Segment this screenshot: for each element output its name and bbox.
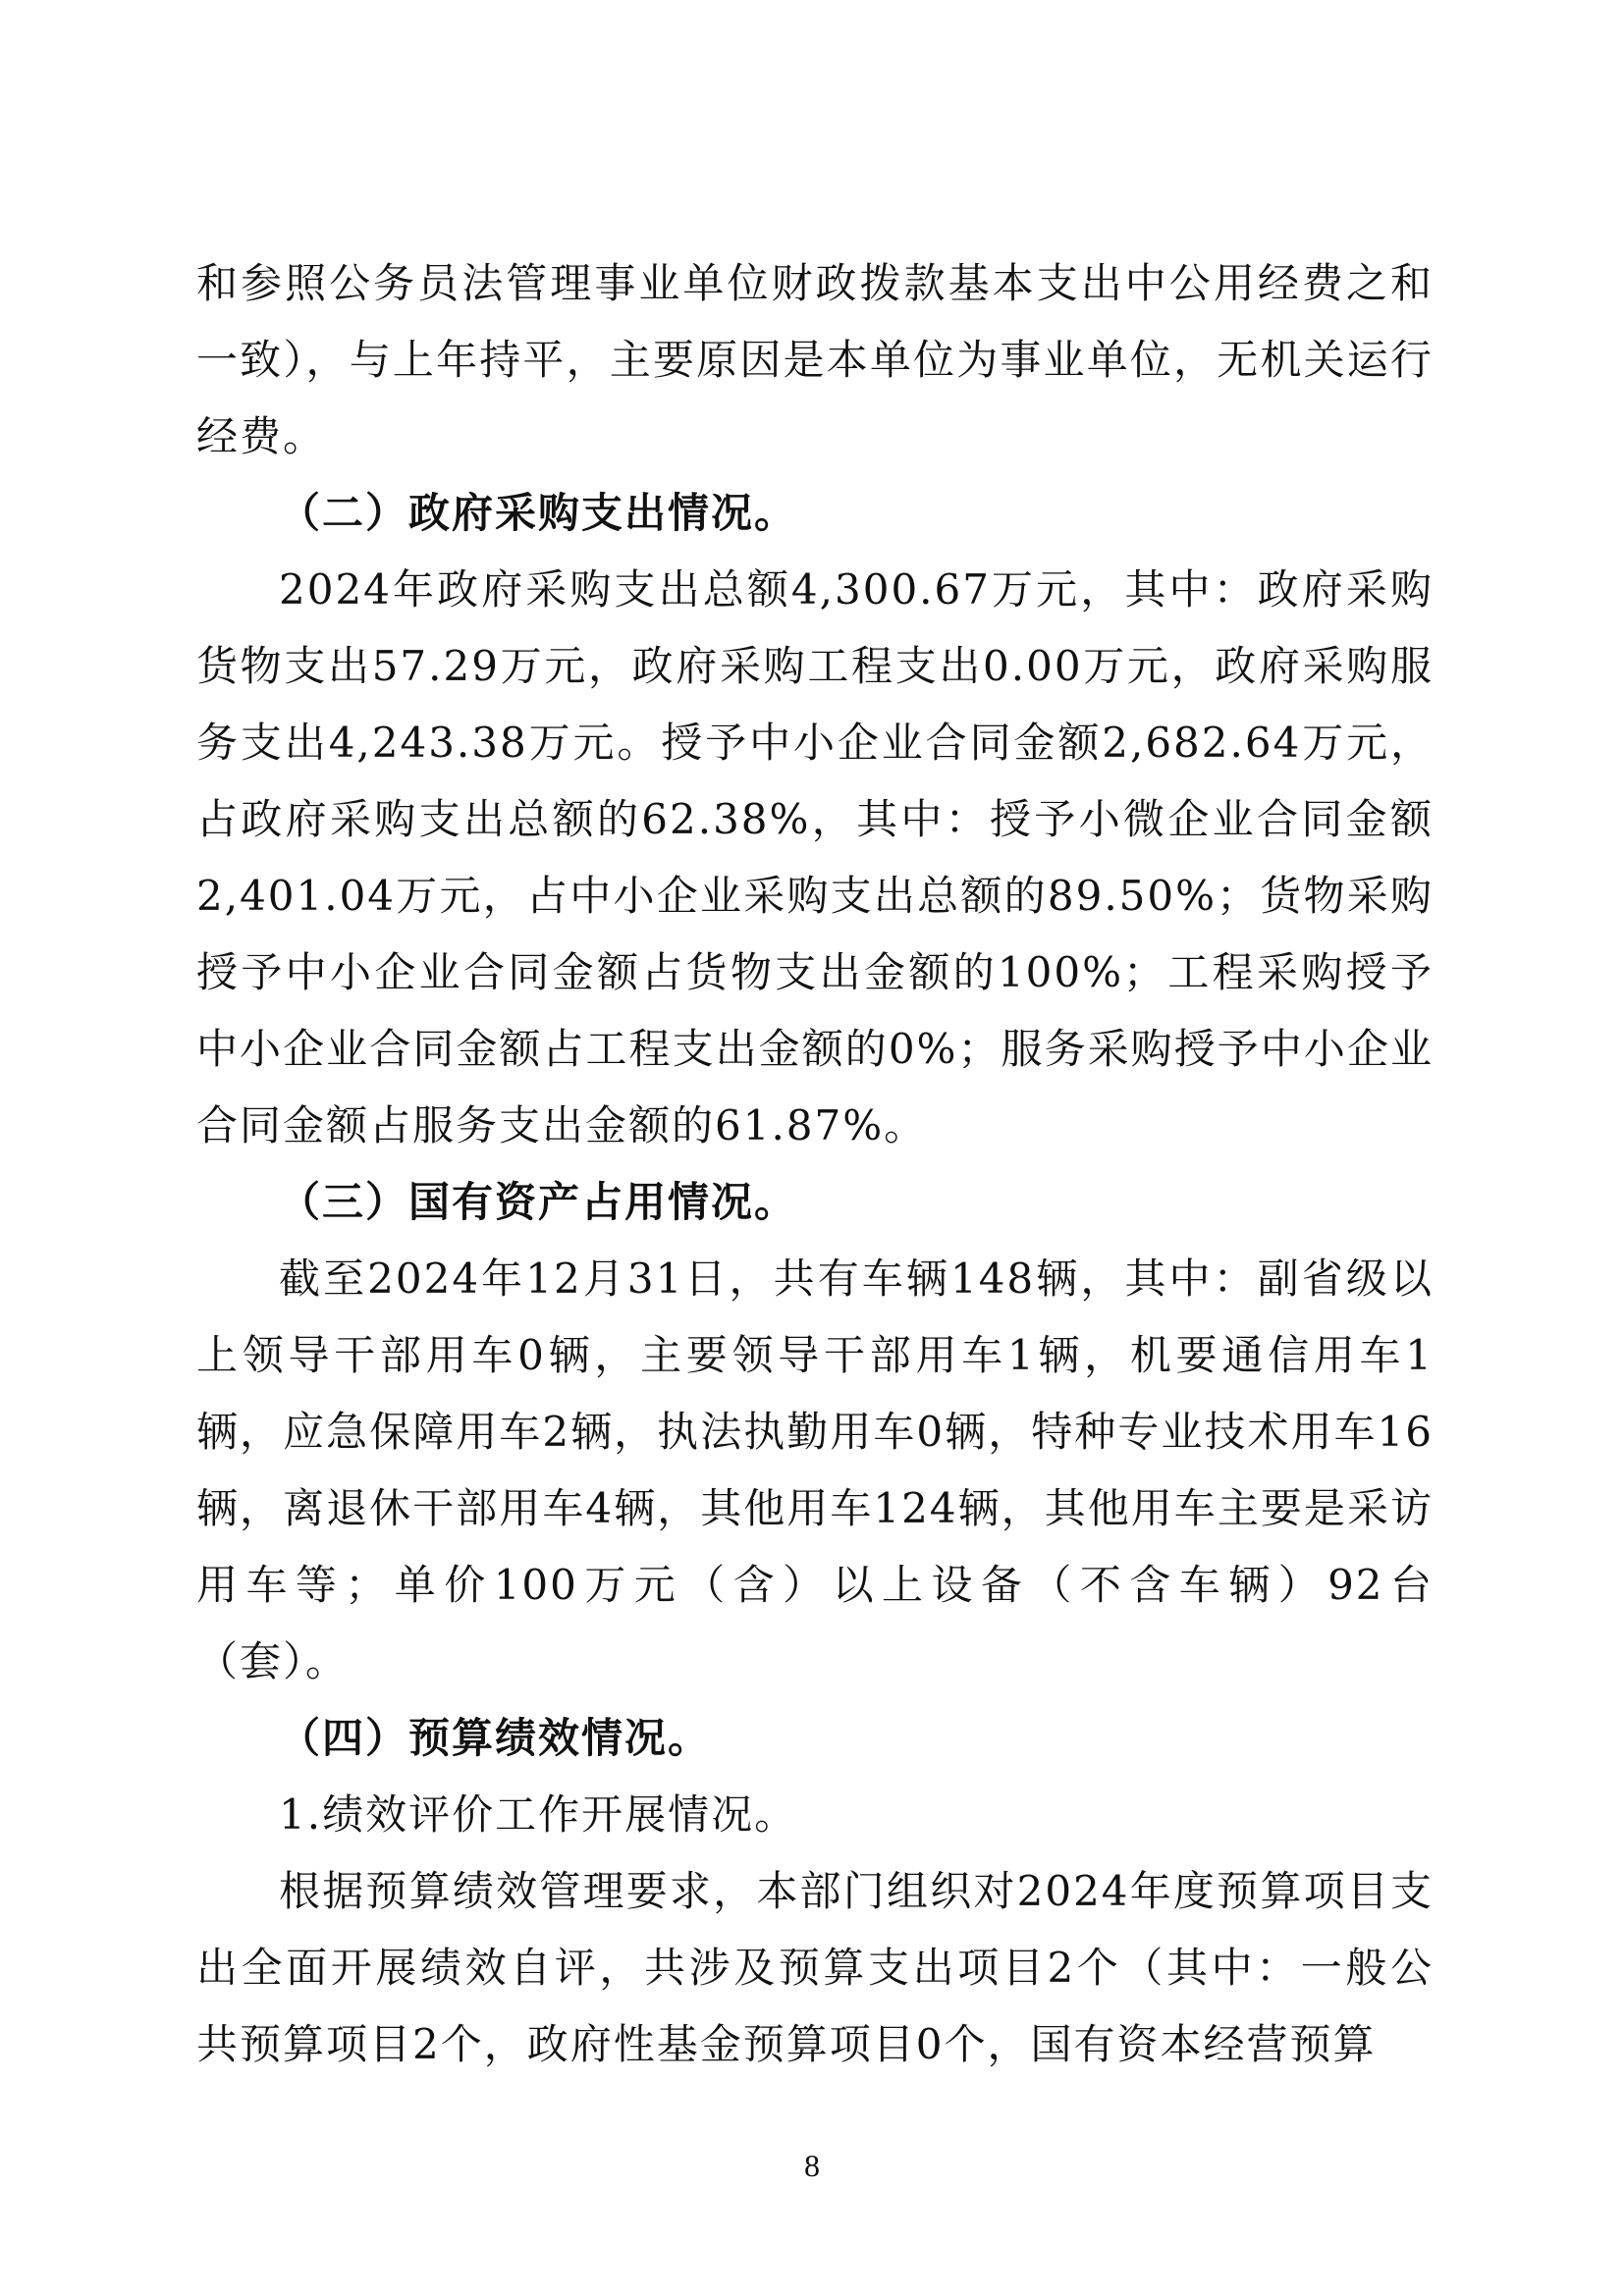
page-number: 8 [804, 2148, 820, 2183]
paragraph-public-expense: 和参照公务员法管理事业单位财政拨款基本支出中公用经费之和一致），与上年持平，主要原因是本单位为事业单位，无机关运行经费。 [196, 259, 1434, 460]
heading-budget-performance: （四）预算绩效情况。 [279, 1714, 712, 1762]
paragraph-performance-evaluation: 根据预算绩效管理要求，本部门组织对2024年度预算项目支出全面开展绩效自评，共涉及预算支出项目2个（其中：一般公共预算项目2个，政府性基金预算项目0个，国有资本经营预算 [196, 1867, 1434, 2068]
heading-state-assets: （三）国有资产占用情况。 [279, 1178, 798, 1226]
subheading-performance-evaluation: 1.绩效评价工作开展情况。 [279, 1790, 798, 1839]
heading-government-procurement: （二）政府采购支出情况。 [279, 489, 798, 537]
document-body [196, 245, 1434, 2083]
paragraph-state-assets: 截至2024年12月31日，共有车辆148辆，其中：副省级以上领导干部用车0辆，主要领导干部用车1辆，机要通信用车1辆，应急保障用车2辆，执法执勤用车0辆，特种专业技术用车16辆，离退休干部用车4辆，其他用车124辆，其他用车主要是采访用车等；单价100万元（含）以上设备（不含车辆）92台（套）。 [196, 1255, 1434, 1685]
paragraph-government-procurement: 2024年政府采购支出总额4,300.67万元，其中：政府采购货物支出57.29万元，政府采购工程支出0.00万元，政府采购服务支出4,243.38万元。授予中小企业合同金额2,682.64万元，占政府采购支出总额的62.38%，其中：授予小微企业合同金额2,401.04万元，占中小企业采购支出总额的89.50%；货物采购授予中小企业合同金额占货物支出金额的100%；工程采购授予中小企业合同金额占工程支出金额的0%；服务采购授予中小企业合同金额占服务支出金额的61.87%。 [196, 565, 1434, 1149]
